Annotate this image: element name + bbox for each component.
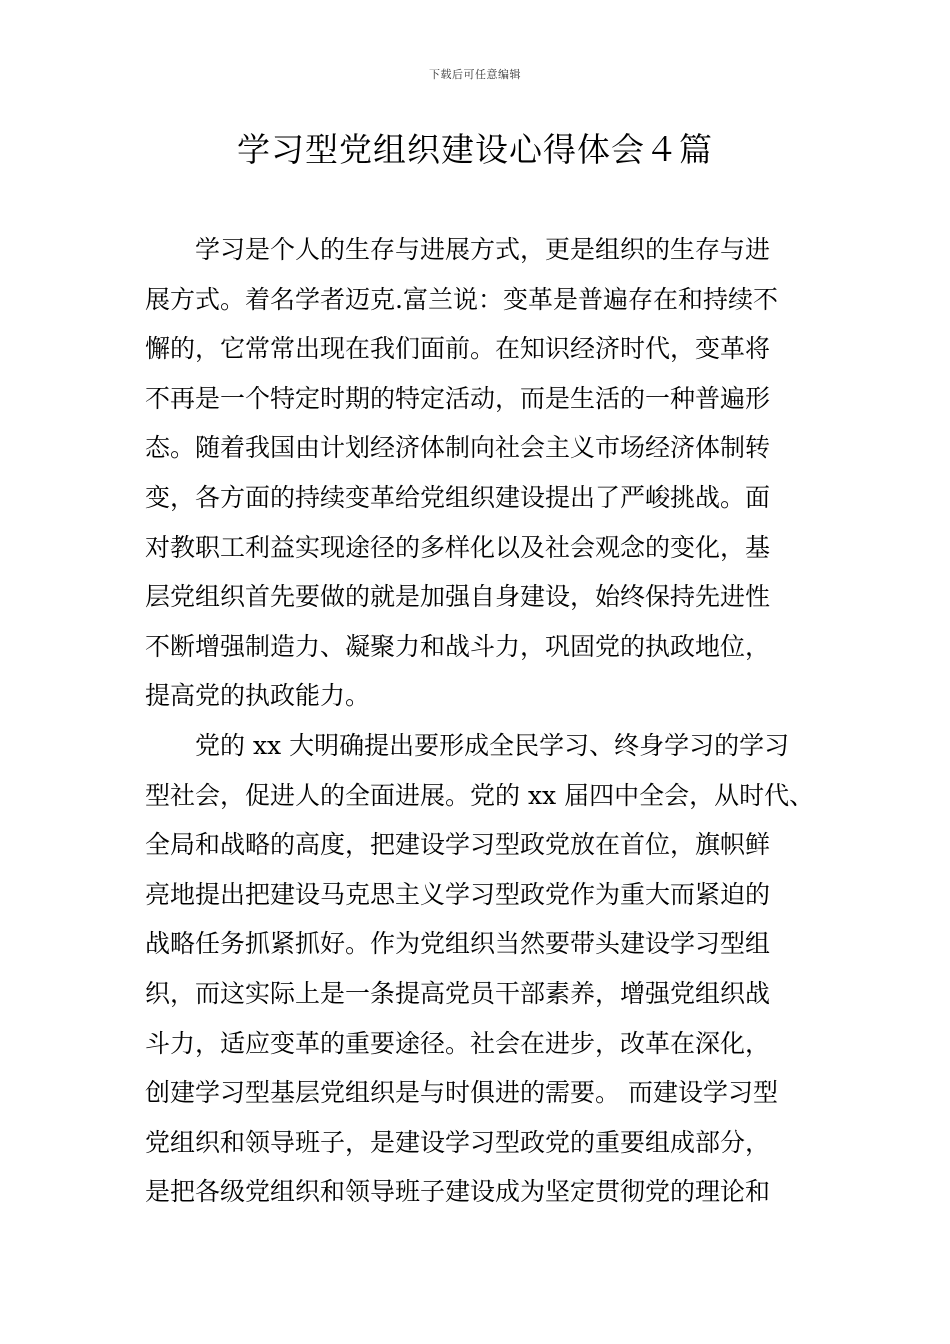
paragraph [145,225,825,721]
paragraph-line: 战略任务抓紧抓好。作为党组织当然要带头建设学习型组 [145,929,771,959]
paragraph-line: 是把各级党组织和领导班子建设成为坚定贯彻党的理论和 [145,1177,771,1207]
paragraph-line: 型社会，促进人的全面进展。党的 xx 届四中全会，从时代、 [145,780,815,810]
header-note: 下载后可任意编辑 [429,68,521,81]
paragraph-line: 亮地提出把建设马克思主义学习型政党作为重大而紧迫的 [145,879,771,909]
paragraph-line: 创建学习型基层党组织是与时俱进的需要。 而建设学习型 [145,1078,778,1108]
paragraph-line: 层党组织首先要做的就是加强自身建设，始终保持先进性 [145,582,771,612]
document-title: 学习型党组织建设心得体会４篇 [237,130,713,169]
paragraph-line: 党组织和领导班子，是建设学习型政党的重要组成部分， [145,1127,771,1157]
paragraph-line: 不断增强制造力、凝聚力和战斗力，巩固党的执政地位， [145,631,771,661]
paragraph-line: 学习是个人的生存与进展方式，更是组织的生存与进 [195,235,771,264]
paragraph-line: 斗力，适应变革的重要途径。社会在进步，改革在深化， [145,1028,771,1058]
paragraph-line: 党的 xx 大明确提出要形成全民学习、终身学习的学习 [195,730,790,760]
paragraph-line: 态。随着我国由计划经济体制向社会主义市场经济体制转 [145,433,771,463]
document-body [145,225,825,1217]
paragraph-line: 织，而这实际上是一条提高党员干部素养，增强党组织战 [145,978,771,1008]
paragraph-line: 对教职工利益实现途径的多样化以及社会观念的变化，基 [145,532,771,562]
paragraph-line: 变，各方面的持续变革给党组织建设提出了严峻挑战。面 [145,482,771,512]
paragraph-line: 展方式。着名学者迈克.富兰说：变革是普遍存在和持续不 [145,284,778,314]
paragraph-line: 提高党的执政能力。 [145,681,371,711]
paragraph-line: 全局和战略的高度，把建设学习型政党放在首位，旗帜鲜 [145,830,771,860]
paragraph [145,721,825,1217]
paragraph-line: 不再是一个特定时期的特定活动，而是生活的一种普遍形 [145,383,771,413]
paragraph-line: 懈的，它常常出现在我们面前。在知识经济时代，变革将 [145,334,771,364]
